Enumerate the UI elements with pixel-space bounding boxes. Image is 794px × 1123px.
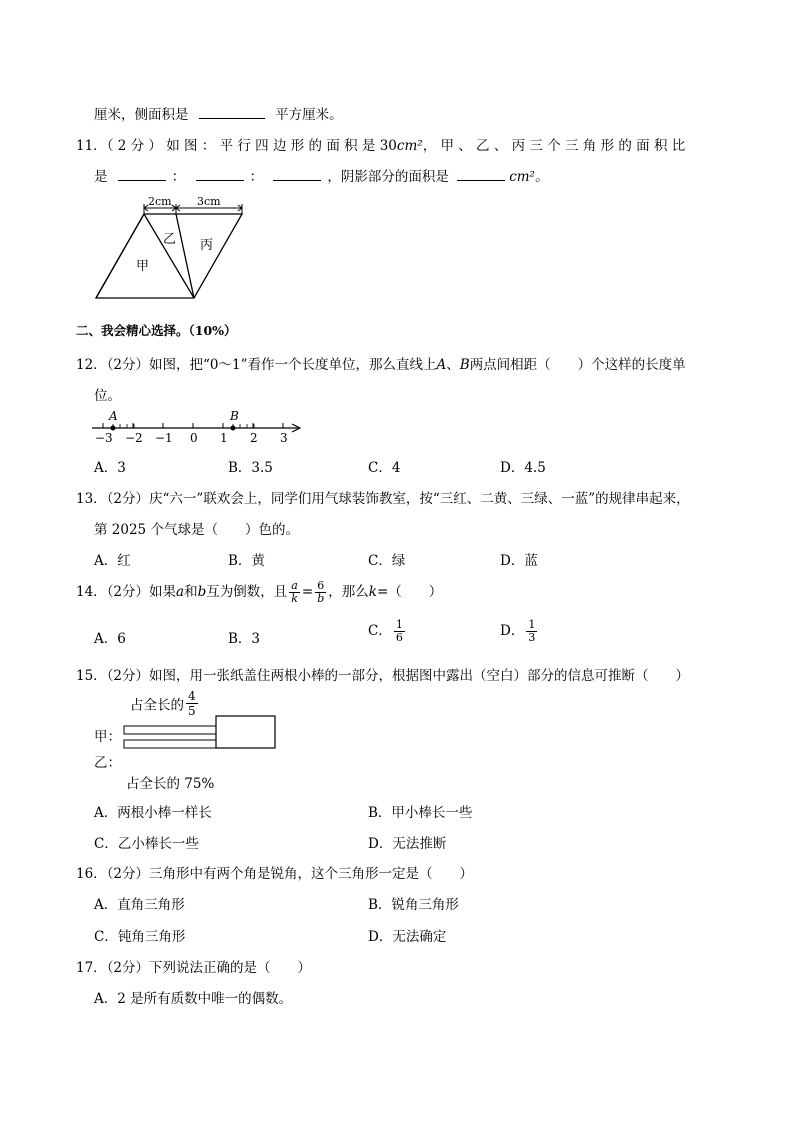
q14-and: 和 [184, 584, 198, 600]
q14-text1: 如果 [149, 584, 177, 600]
q12-option-b[interactable]: B．3.5 [228, 460, 273, 476]
q12-sep: 、 [446, 357, 460, 373]
q14-number: 14． [76, 584, 107, 600]
q14-var-b: b [197, 584, 207, 600]
stick-yi [124, 740, 216, 748]
q14-var-a: a [176, 584, 185, 600]
q13-option-c[interactable]: C．绿 [368, 553, 406, 569]
q15-option-a[interactable]: A．两根小棒一样长 [94, 805, 212, 821]
q14-score: （2分） [106, 584, 150, 600]
question-14-line1 [76, 580, 442, 605]
q17-option-a[interactable]: A．2 是所有质数中唯一的偶数。 [94, 991, 293, 1007]
number-line-tick-label: −2 [125, 431, 143, 445]
q15-option-c[interactable]: C．乙小棒长一些 [94, 836, 199, 852]
frac-d-numerator: 1 [528, 618, 536, 631]
q16-number: 16． [76, 866, 107, 882]
q15-option-d[interactable]: D．无法推断 [368, 836, 447, 852]
number-line-tick-label: 2 [250, 431, 258, 445]
q13-text1: 庆“六一”联欢会上，同学们用气球装饰教室，按“三红、二黄、三绿、一蓝”的规律串起来， [149, 491, 690, 507]
answer-blank[interactable] [199, 106, 265, 119]
fraction-one-third [526, 619, 537, 644]
q13-text2: 第 2025 个气球是（ ）色的。 [94, 522, 299, 538]
q14-option-a[interactable]: A．6 [94, 631, 126, 647]
q11-line2-unit: cm²。 [509, 169, 549, 185]
frac2-denominator: b [317, 592, 325, 605]
fraction-one-sixth [394, 619, 405, 644]
q12-option-c[interactable]: C．4 [368, 460, 401, 476]
triangle-divider-1 [176, 214, 194, 298]
q12-number: 12． [76, 357, 107, 373]
stick-yi-label: 乙： [94, 755, 121, 771]
q12-text3: 位。 [94, 388, 121, 404]
q14-text4: =（ ） [376, 584, 443, 600]
ratio-blank-3[interactable] [273, 168, 321, 181]
label-bing: 丙 [200, 238, 214, 253]
triangle-divider-2 [144, 214, 194, 298]
number-line [88, 406, 308, 446]
number-line-tick-label: 3 [280, 431, 288, 445]
q12-text1: 如图，把“0～1”看作一个长度单位，那么直线上 [149, 357, 437, 373]
question-17-line1 [76, 956, 311, 976]
stick-jia-label: 甲： [94, 729, 121, 745]
q16-score: （2分） [106, 866, 150, 882]
q13-score: （2分） [106, 491, 150, 507]
q11-line2-mid: ，阴影部分的面积是 [327, 169, 449, 185]
q15-score: （2分） [106, 668, 150, 684]
label-jia: 甲 [136, 259, 150, 274]
q12-point-a: A [436, 357, 447, 373]
q14-var-k: k [368, 584, 377, 600]
point-b-marker [231, 426, 236, 431]
point-a-label: A [109, 409, 118, 423]
top-label-text: 占全长的 [130, 697, 184, 714]
label-3cm: 3cm [197, 196, 221, 208]
q16-option-c[interactable]: C．钝角三角形 [94, 929, 186, 945]
number-line-tick-label: 1 [220, 431, 228, 445]
stick-bottom-label: 占全长的 75% [126, 776, 215, 792]
ratio-colon-1: ： [171, 169, 186, 185]
q15-option-b[interactable]: B．甲小棒长一些 [368, 805, 473, 821]
label-2cm: 2cm [148, 196, 172, 208]
q16-option-b[interactable]: B．锐角三角形 [368, 897, 459, 913]
q15-number: 15． [76, 668, 107, 684]
q13-option-d[interactable]: D．蓝 [500, 553, 538, 569]
top-line [94, 103, 343, 123]
q11-area: 30 [379, 138, 397, 154]
top-line-text2: 平方厘米。 [275, 107, 343, 123]
q12-option-d[interactable]: D．4.5 [500, 460, 546, 476]
q15-text1: 如图，用一张纸盖住两根小棒的一部分，根据图中露出（空白）部分的信息可推断（ ） [149, 668, 690, 684]
cover-paper [216, 716, 275, 748]
q11-text1: 如 图 ： 平 行 四 边 形 的 面 积 是 [166, 138, 376, 154]
point-a-marker [111, 426, 116, 431]
sticks-figure [120, 712, 280, 750]
stick-jia [124, 726, 216, 734]
q11-score: （ 2 分 ） [106, 138, 162, 154]
number-line-tick-label: −3 [95, 431, 113, 445]
q12-score: （2分） [106, 357, 150, 373]
shaded-area-blank[interactable] [457, 168, 505, 181]
q12-text2: 两点间相距（ ）个这样的长度单 [469, 357, 686, 373]
ratio-colon-2: ： [249, 169, 264, 185]
number-line-tick-label: 0 [190, 431, 198, 445]
question-15-line1 [76, 664, 689, 684]
number-line-tick-label: −1 [155, 431, 173, 445]
q13-option-b[interactable]: B．黄 [228, 553, 265, 569]
q12-option-a[interactable]: A．3 [94, 460, 126, 476]
q14-eq: = [301, 584, 314, 600]
q16-option-a[interactable]: A．直角三角形 [94, 897, 185, 913]
q14-option-c-prefix: C． [368, 623, 392, 639]
q14-option-d[interactable] [500, 619, 539, 644]
ratio-blank-2[interactable] [196, 168, 244, 181]
q12-point-b: B [459, 357, 470, 373]
q11-unit: cm² [396, 138, 423, 154]
q11-number: 11． [76, 138, 107, 154]
question-12-line1 [76, 353, 686, 373]
fraction-a-over-k [289, 580, 300, 605]
q17-score: （2分） [106, 960, 150, 976]
section-2-title: 二、我会精心选择。（10%） [76, 323, 237, 338]
frac1-denominator: k [291, 592, 298, 605]
question-13-line1 [76, 487, 690, 507]
q16-text1: 三角形中有两个角是锐角，这个三角形一定是（ ） [149, 866, 474, 882]
point-b-label: B [230, 409, 239, 423]
frac-c-denominator: 6 [395, 631, 403, 644]
q13-option-a[interactable]: A．红 [94, 553, 131, 569]
q14-text2: 互为倒数，且 [206, 584, 288, 600]
frac2-numerator: 6 [317, 579, 325, 592]
frac1-numerator: a [291, 579, 298, 592]
q11-text2: ， 甲 、 乙 、 丙 三 个 三 角 形 的 面 积 比 [422, 138, 686, 154]
top-frac-denominator: 5 [188, 704, 196, 718]
top-line-text1: 厘米，侧面积是 [94, 107, 189, 123]
q14-option-c[interactable] [368, 619, 407, 644]
q13-number: 13． [76, 491, 107, 507]
frac-d-denominator: 3 [528, 631, 536, 644]
label-yi: 乙 [163, 232, 177, 247]
q14-option-d-prefix: D． [500, 623, 525, 639]
q17-number: 17． [76, 960, 107, 976]
ratio-blank-1[interactable] [118, 168, 166, 181]
q16-option-d[interactable]: D．无法确定 [368, 929, 447, 945]
q14-text3: ，那么 [328, 584, 369, 600]
question-11-line1 [76, 134, 685, 154]
parallelogram-figure [90, 196, 250, 302]
q14-option-b[interactable]: B．3 [228, 631, 261, 647]
q17-text1: 下列说法正确的是（ ） [149, 960, 312, 976]
question-16-line1 [76, 862, 473, 882]
top-frac-numerator: 4 [188, 689, 196, 703]
question-11-line2 [94, 165, 548, 185]
fraction-6-over-b [315, 580, 326, 605]
q11-line2-prefix: 是 [94, 169, 108, 185]
frac-c-numerator: 1 [395, 618, 403, 631]
